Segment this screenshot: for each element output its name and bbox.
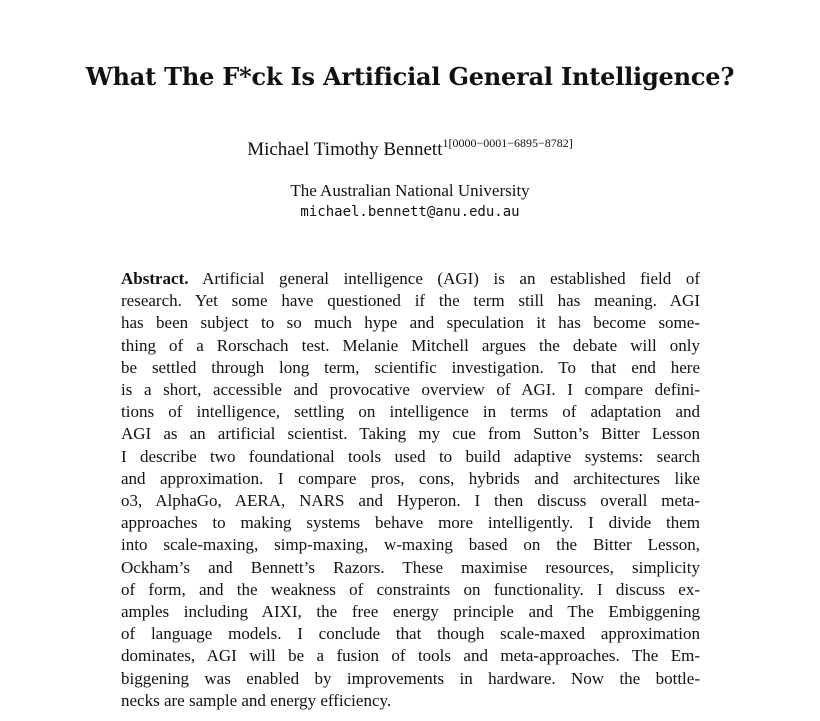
abstract-line: approaches to making systems behave more intelligently. I divide them — [121, 513, 700, 533]
abstract-line: amples including AIXI, the free energy principle and The Embiggening — [121, 602, 700, 622]
abstract-line: be settled through long term, scientific investigation. To that end here — [121, 357, 700, 377]
abstract-line: of form, and the weakness of constraints on functionality. I discuss ex- — [121, 579, 700, 599]
author-orcid-superscript: 1[0000−0001−6895−8782] — [442, 136, 573, 150]
abstract-line: Ockham’s and Bennett’s Razors. These maximise resources, simplicity — [121, 557, 700, 577]
abstract — [121, 268, 700, 712]
affiliation: The Australian National University — [290, 181, 530, 200]
abstract-line — [121, 268, 700, 290]
author-name: Michael Timothy Bennett — [247, 139, 443, 160]
abstract-label: Abstract. — [121, 269, 189, 288]
abstract-line: has been subject to so much hype and speculation it has become some- — [121, 313, 700, 333]
author-line — [0, 136, 820, 161]
abstract-line: o3, AlphaGo, AERA, NARS and Hyperon. I then discuss overall meta- — [121, 491, 700, 511]
abstract-line: necks are sample and energy efficiency. — [121, 690, 392, 710]
abstract-line: thing of a Rorschach test. Melanie Mitchell argues the debate will only — [121, 335, 700, 355]
abstract-line: biggening was enabled by improvements in hardware. Now the bottle- — [121, 668, 700, 688]
abstract-line: and approximation. I compare pros, cons, hybrids and architectures like — [121, 468, 700, 488]
abstract-line-text: Artificial general intelligence (AGI) is an established field of — [202, 269, 700, 288]
abstract-line: tions of intelligence, settling on intelligence in terms of adaptation and — [121, 402, 700, 422]
author-email: michael.bennett@anu.edu.au — [300, 204, 520, 220]
abstract-line: of language models. I conclude that though scale-maxed approximation — [121, 624, 700, 644]
abstract-line: I describe two foundational tools used to build adaptive systems: search — [121, 446, 700, 466]
abstract-line: research. Yet some have questioned if the term still has meaning. AGI — [121, 291, 700, 311]
paper-title: What The F*ck Is Artificial General Intelligence? — [85, 62, 735, 91]
abstract-line: AGI as an artificial scientist. Taking my cue from Sutton’s Bitter Lesson — [121, 424, 700, 444]
abstract-line: dominates, AGI will be a fusion of tools and meta-approaches. The Em- — [121, 646, 700, 666]
abstract-line: is a short, accessible and provocative overview of AGI. I compare defini- — [121, 380, 700, 400]
abstract-line: into scale-maxing, simp-maxing, w-maxing based on the Bitter Lesson, — [121, 535, 700, 555]
